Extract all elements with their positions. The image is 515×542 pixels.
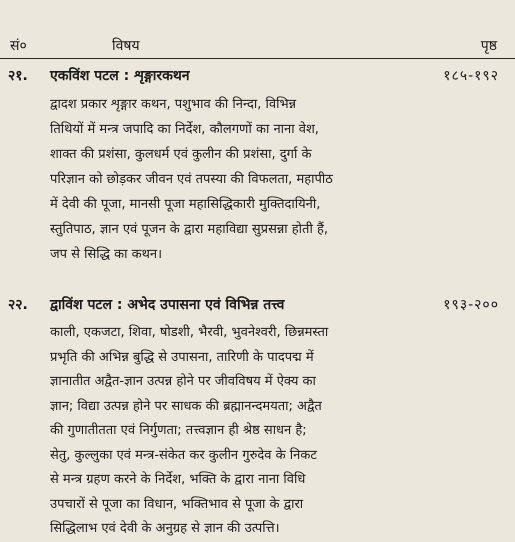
- header-serial: सं०: [10, 38, 27, 54]
- description-line: सेतु, कुल्लुका एवं मन्त्र-संकेत कर कुलीन गुरुदेव के निकट: [50, 447, 317, 463]
- entry-number: २१.: [8, 68, 28, 84]
- description-line: ज्ञान; विद्या उत्पन्न होने पर साधक की ब्रह्मानन्दमयता; अद्वैत: [50, 398, 322, 414]
- toc-entry: [0, 293, 515, 542]
- entry-description: [50, 321, 470, 542]
- description-line: जप से सिद्धि का कथन।: [50, 247, 163, 262]
- entry-number: २२.: [8, 297, 28, 313]
- entry-pages: १८५-१९२: [443, 68, 499, 84]
- description-line: शाक्त की प्रशंसा, कुलधर्म एवं कुलीन की प्रशंसा, दुर्गा के: [50, 147, 312, 162]
- description-line: द्वादश प्रकार शृङ्गार कथन, पशुभाव की निन्दा, विभिन्न: [50, 97, 296, 112]
- header-subject: विषय: [112, 38, 140, 54]
- description-line: सिद्धिलाभ एवं देवी के अनुग्रह से ज्ञान की उत्पत्ति।: [50, 521, 280, 536]
- description-line: काली, एकजटा, शिवा, षोडशी, भैरवी, भुवनेश्वरी, छिन्नमस्ता: [50, 325, 329, 340]
- description-line: में देवी की पूजा, मानसी पूजा महासिद्धिकारी मुक्तिदायिनी,: [50, 197, 321, 212]
- toc-entry: [0, 64, 515, 267]
- entry-pages: १९३-२००: [443, 297, 499, 313]
- table-header: [0, 36, 515, 59]
- description-line: उपचारों से पूजा का विधान, भक्तिभाव से पूजा के द्वारा: [50, 496, 304, 512]
- entry-title: द्वाविंश पटल : अभेद उपासना एवं विभिन्न तत्त्व: [50, 297, 285, 313]
- description-line: की गुणातीतता एवं निर्गुणता; तत्त्वज्ञान ही श्रेष्ठ साधन है;: [50, 423, 307, 438]
- header-page: पृष्ठ: [480, 38, 497, 54]
- entry-title: एकविंश पटल : शृङ्गारकथन: [50, 68, 190, 84]
- description-line: प्रभृति की अभिन्न बुद्धि से उपासना, तारिणी के पादपद्म में: [50, 349, 314, 365]
- description-line: से मन्त्र ग्रहण करने के निर्देश, भक्ति के द्वारा नाना विधि: [50, 472, 306, 487]
- description-line: स्तुतिपाठ, ज्ञान एवं पूजन के द्वारा महाविद्या सुप्रसन्ना होती हैं,: [50, 222, 328, 237]
- description-line: ज्ञानातीत अद्वैत-ज्ञान उत्पन्न होने पर जीवविषय में ऐक्य का: [50, 374, 316, 389]
- entry-heading-row: [0, 293, 515, 319]
- entry-heading-row: [0, 64, 515, 90]
- description-line: परिज्ञान को छोड़कर जीवन एवं तपस्या की विफलता, महापीठ: [50, 172, 333, 187]
- description-line: तिथियों में मन्त्र जपादि का निर्देश, कौलगणों का नाना वेश,: [50, 122, 319, 137]
- entry-description: [50, 92, 470, 267]
